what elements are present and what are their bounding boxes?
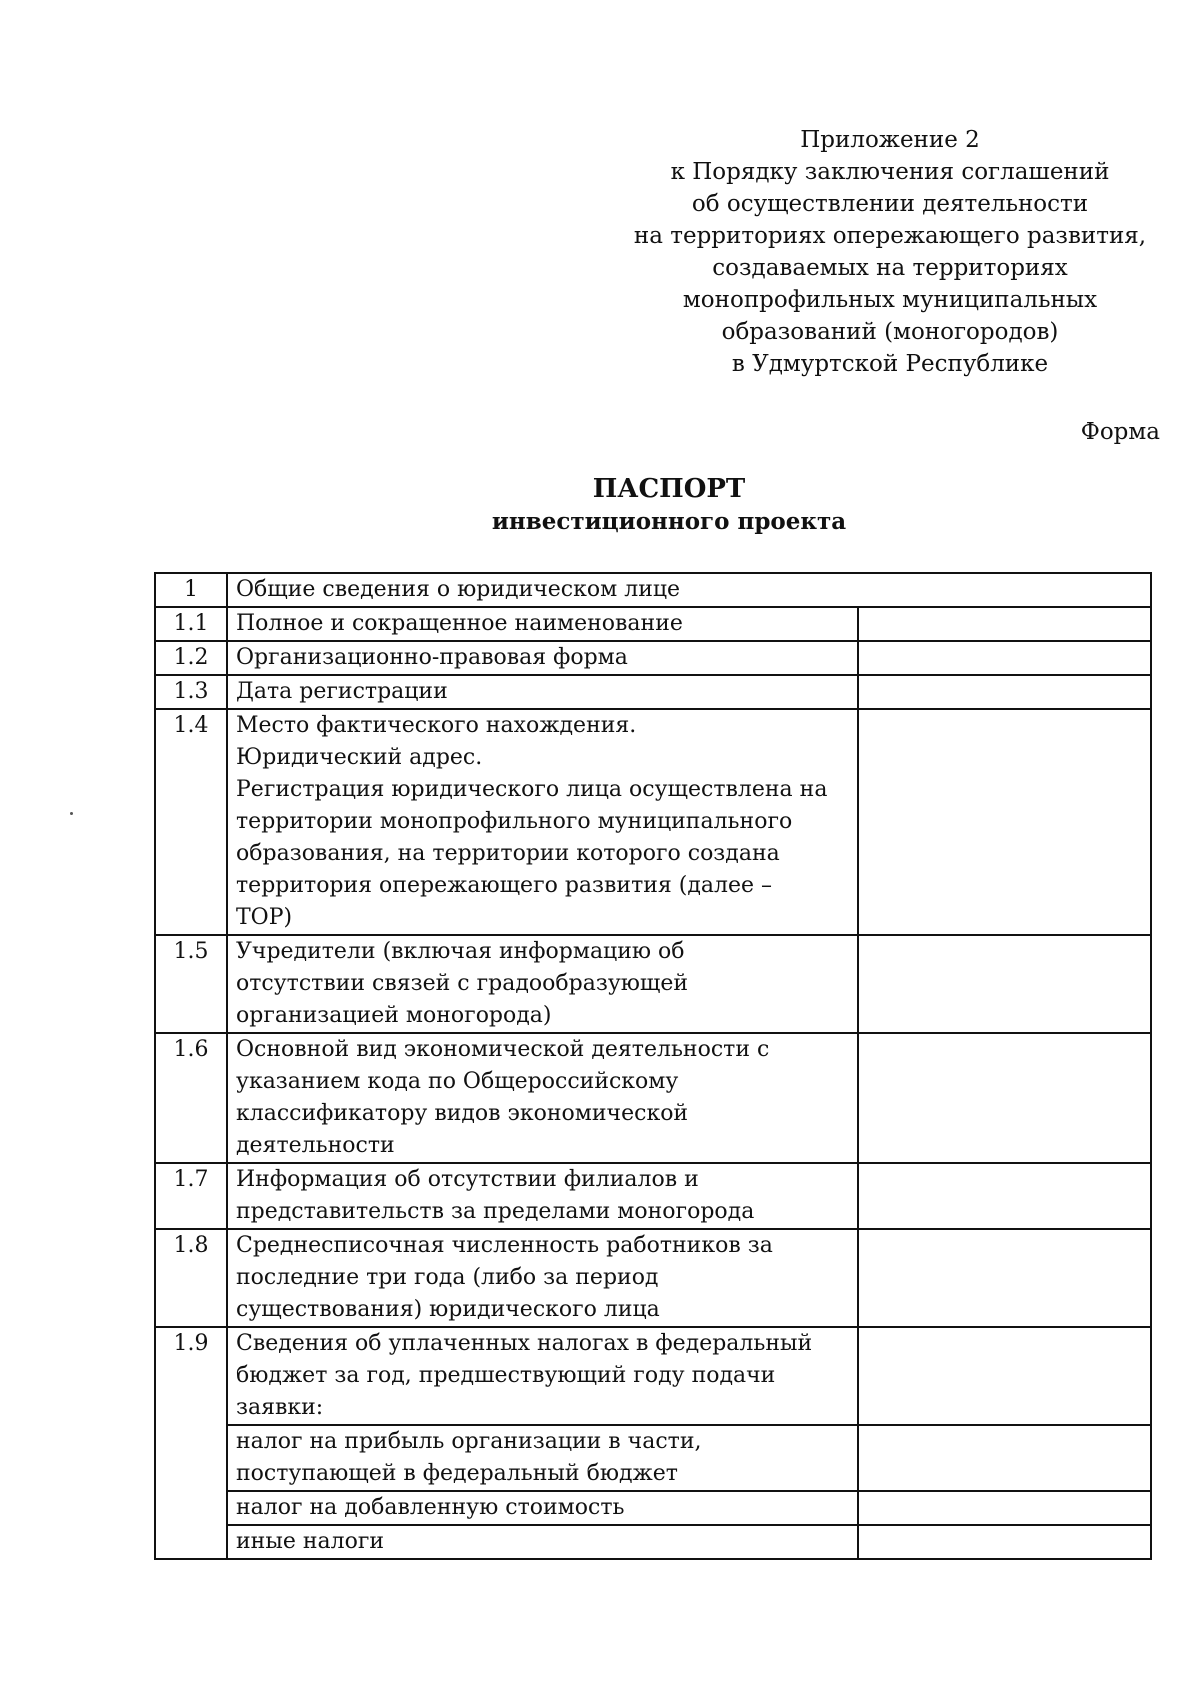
row-label: Полное и сокращенное наименование	[227, 607, 858, 641]
value-cell[interactable]	[858, 1327, 1151, 1425]
row-label-line: последние три года (либо за период	[236, 1265, 659, 1290]
row-number: 1.5	[155, 935, 227, 1033]
appendix-line: монопрофильных муниципальных	[682, 287, 1098, 313]
row-label	[227, 1327, 858, 1425]
tax-label	[227, 1491, 858, 1525]
row-number: 1.4	[155, 709, 227, 935]
table-row	[155, 1033, 1151, 1163]
row-label-line: представительств за пределами моногорода	[236, 1199, 755, 1224]
value-cell[interactable]	[858, 641, 1151, 675]
table-row	[155, 935, 1151, 1033]
value-cell[interactable]	[858, 1425, 1151, 1491]
row-label-line: отсутствии связей с градообразующей	[236, 971, 689, 996]
row-label: Дата регистрации	[227, 675, 858, 709]
value-cell[interactable]	[858, 607, 1151, 641]
table-row	[155, 607, 1151, 641]
appendix-line: в Удмуртской Республике	[731, 351, 1049, 377]
table-row	[155, 573, 1151, 607]
row-label-line: деятельности	[236, 1133, 395, 1158]
tax-subrow	[155, 1425, 1151, 1491]
row-label-line: Основной вид экономической деятельности с	[236, 1037, 770, 1062]
row-label	[227, 1033, 858, 1163]
appendix-note	[610, 124, 1170, 380]
row-label	[227, 1229, 858, 1327]
row-label-line: Среднесписочная численность работников за	[236, 1233, 773, 1258]
row-label: Организационно-правовая форма	[227, 641, 858, 675]
row-label: Общие сведения о юридическом лице	[227, 573, 1151, 607]
title-subtitle: инвестиционного проекта	[491, 508, 847, 535]
row-number: 1.3	[155, 675, 227, 709]
row-label-line: Юридический адрес.	[236, 745, 483, 770]
table-row	[155, 641, 1151, 675]
appendix-line: об осуществлении деятельности	[691, 191, 1089, 217]
table-row	[155, 1327, 1151, 1425]
row-number: 1.9	[155, 1327, 227, 1559]
value-cell[interactable]	[858, 1163, 1151, 1229]
row-label-line: территория опережающего развития (далее –	[236, 873, 773, 898]
value-cell[interactable]	[858, 1033, 1151, 1163]
row-label-line: существования) юридического лица	[236, 1297, 660, 1322]
value-cell[interactable]	[858, 675, 1151, 709]
row-number: 1.1	[155, 607, 227, 641]
value-cell[interactable]	[858, 935, 1151, 1033]
table-row	[155, 709, 1151, 935]
row-label-line: Информация об отсутствии филиалов и	[236, 1167, 699, 1192]
tax-label	[227, 1525, 858, 1559]
row-number: 1.7	[155, 1163, 227, 1229]
appendix-line: Приложение 2	[800, 127, 980, 153]
appendix-line: к Порядку заключения соглашений	[670, 159, 1110, 185]
appendix-line: на территориях опережающего развития,	[633, 223, 1147, 249]
appendix-line: образований (моногородов)	[721, 319, 1059, 345]
row-label-line: территории монопрофильного муниципального	[236, 809, 793, 834]
value-cell[interactable]	[858, 1229, 1151, 1327]
row-label-line: заявки:	[236, 1395, 324, 1420]
title-main: ПАСПОРТ	[592, 474, 746, 504]
row-label	[227, 709, 858, 935]
tax-label	[227, 1425, 858, 1491]
table-row	[155, 675, 1151, 709]
value-cell[interactable]	[858, 709, 1151, 935]
row-number: 1	[155, 573, 227, 607]
row-label-line: Место фактического нахождения.	[236, 713, 637, 738]
row-label-line: налог на прибыль организации в части,	[236, 1429, 702, 1454]
row-label-line: бюджет за год, предшествующий году подачи	[236, 1363, 776, 1388]
row-label-line: указанием кода по Общероссийскому	[236, 1069, 679, 1094]
row-label	[227, 1163, 858, 1229]
row-label-line: иные налоги	[236, 1529, 385, 1554]
row-label-line: организацией моногорода)	[236, 1003, 552, 1028]
table-row	[155, 1229, 1151, 1327]
row-label-line: образования, на территории которого создана	[236, 841, 780, 866]
tax-subrow	[155, 1491, 1151, 1525]
row-label	[227, 935, 858, 1033]
row-label-line: Учредители (включая информацию об	[236, 939, 685, 964]
row-label-line: поступающей в федеральный бюджет	[236, 1461, 678, 1486]
form-label: Форма	[1080, 419, 1160, 445]
row-label-line: ТОР)	[236, 905, 293, 930]
row-label-line: Сведения об уплаченных налогах в федеральный	[236, 1331, 813, 1356]
tax-subrow	[155, 1525, 1151, 1559]
row-label-line: Регистрация юридического лица осуществлена на	[236, 777, 828, 802]
row-number: 1.2	[155, 641, 227, 675]
value-cell[interactable]	[858, 1525, 1151, 1559]
value-cell[interactable]	[858, 1491, 1151, 1525]
table-row	[155, 1163, 1151, 1229]
row-label-line: налог на добавленную стоимость	[236, 1495, 625, 1520]
appendix-line: создаваемых на территориях	[712, 255, 1068, 281]
row-label-line: классификатору видов экономической	[236, 1101, 689, 1126]
row-number: 1.6	[155, 1033, 227, 1163]
scan-speck	[70, 812, 73, 815]
row-number: 1.8	[155, 1229, 227, 1327]
passport-table	[154, 572, 1152, 1560]
document-title	[0, 472, 1200, 538]
